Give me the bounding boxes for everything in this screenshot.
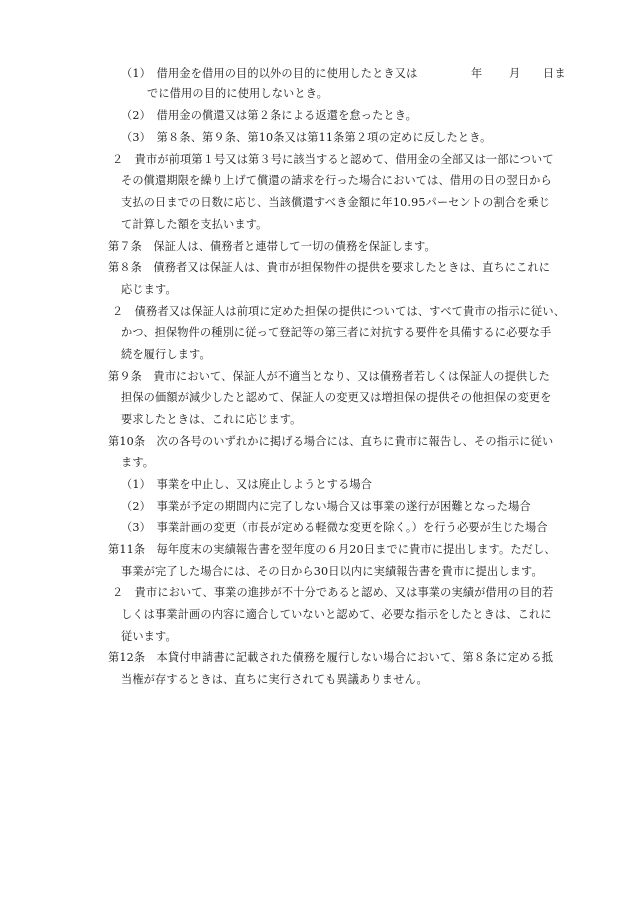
article-10-line-1: 第10条 次の各号のいずれかに掲げる場合には、直ちに貴市に報告し、その指示に従い	[108, 435, 554, 448]
article-10-line-2: ます。	[121, 456, 155, 469]
item-1-line-1: （1） 借用金を借用の目的以外の目的に使用したとき又は	[121, 67, 418, 80]
article-10-item-3: （3） 事業計画の変更（市長が定める軽微な変更を除く。）を行う必要が生じた場合	[121, 521, 548, 534]
para-2-line-2: その償還期限を繰り上げて償還の請求を行った場合においては、借用の日の翌日から	[121, 174, 552, 187]
article-11-line-1: 第11条 毎年度末の実績報告書を翌年度の６月20日までに貴市に提出します。ただし、	[108, 543, 556, 556]
article-8-para-2-line-3: 続を履行します。	[121, 348, 211, 361]
para-2-line-1: ２ 貴市が前項第１号又は第３号に該当すると認めて、借用金の全部又は一部について	[112, 153, 554, 166]
item-2: （2） 借用金の償還又は第２条による返還を怠ったとき。	[121, 109, 417, 122]
article-8-line-1: 第８条 債務者又は保証人は、貴市が担保物件の提供を要求したときは、直ちにこれに	[108, 261, 551, 274]
article-9-line-3: 要求したときは、これに応じます。	[121, 413, 302, 426]
article-11-para-2-line-2: しくは事業計画の内容に適合していないと認めて、必要な指示をしたときは、これに	[121, 608, 552, 621]
article-10-item-2: （2） 事業が予定の期間内に完了しない場合又は事業の遂行が困難となった場合	[121, 500, 531, 513]
article-7: 第７条 保証人は、債務者と連帯して一切の債務を保証します。	[108, 240, 436, 253]
blank-day: 日ま	[543, 67, 566, 80]
article-8-para-2-line-1: ２ 債務者又は保証人は前項に定めた担保の提供については、すべて貴市の指示に従い、	[112, 305, 566, 318]
article-9-line-2: 担保の価額が減少したと認めて、保証人の変更又は増担保の提供その他担保の変更を	[121, 391, 552, 404]
item-3: （3） 第８条、第９条、第10条又は第11条第２項の定めに反したとき。	[121, 131, 492, 144]
article-10-item-1: （1） 事業を中止し、又は廃止しようとする場合	[121, 478, 373, 491]
article-12-line-1: 第12条 本貸付申請書に記載された債務を履行しない場合において、第８条に定める抵	[108, 651, 554, 664]
article-8-para-2-line-2: かつ、担保物件の種別に従って登記等の第三者に対抗する要件を具備するに必要な手	[121, 326, 552, 339]
item-1-line-2: でに借用の目的に使用しないとき。	[147, 87, 328, 100]
para-2-line-4: て計算した額を支払います。	[121, 218, 268, 231]
article-11-line-2: 事業が完了した場合には、その日から30日以内に実績報告書を貴市に提出します。	[121, 565, 543, 578]
blank-year: 年	[471, 67, 483, 80]
article-8-line-2: 応じます。	[121, 283, 177, 296]
article-9-line-1: 第９条 貴市において、保証人が不適当となり、又は債務者若しくは保証人の提供した	[108, 370, 550, 383]
article-12-line-2: 当権が存するときは、直ちに実行されても異議ありません。	[121, 673, 428, 686]
article-11-para-2-line-3: 従います。	[121, 630, 177, 643]
para-2-line-3: 支払の日までの日数に応じ、当該償還すべき金額に年10.95パーセントの割合を乗じ	[121, 196, 551, 209]
article-11-para-2-line-1: ２ 貴市において、事業の進捗が不十分であると認め、又は事業の実績が借用の目的若	[112, 586, 554, 599]
blank-month: 月	[509, 67, 521, 80]
